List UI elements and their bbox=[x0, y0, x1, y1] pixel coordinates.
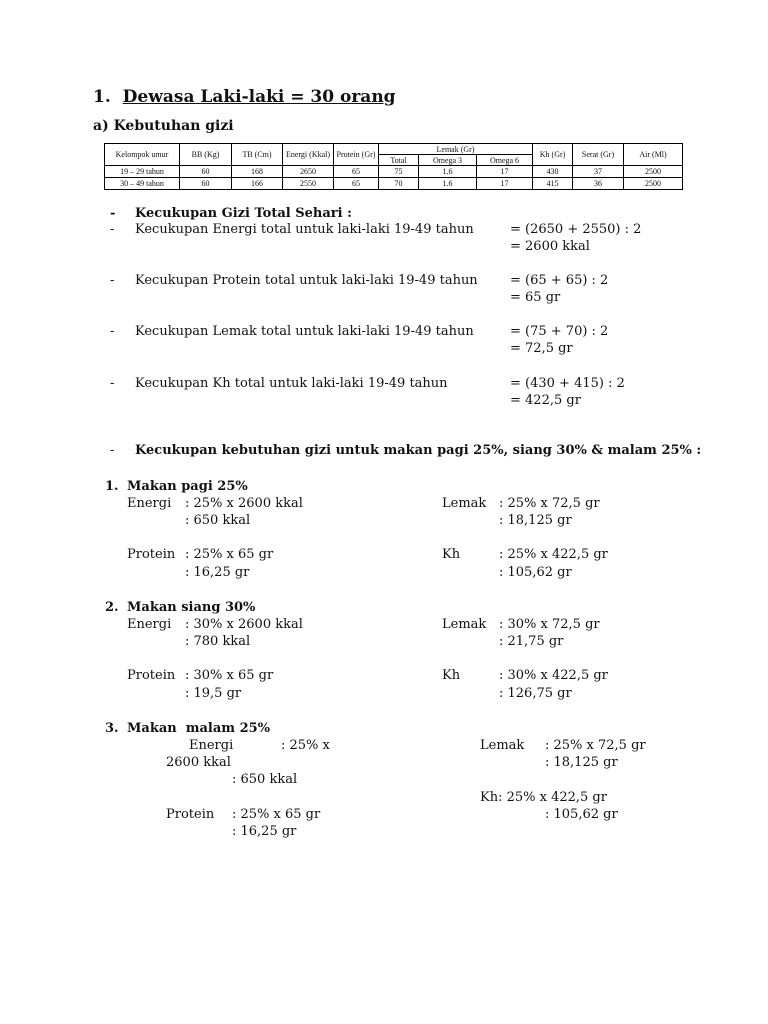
nutrient-label: Energi bbox=[189, 738, 234, 753]
table-cell: 2550 bbox=[283, 178, 334, 190]
table-cell: 17 bbox=[477, 166, 533, 178]
nutrient-result: : 21,75 gr bbox=[499, 634, 564, 649]
nutrient-result: : 18,125 gr bbox=[545, 755, 618, 770]
nutrient-label: Lemak bbox=[480, 738, 525, 753]
nutrient-result: : 19,5 gr bbox=[185, 686, 242, 701]
list-item-result: = 72,5 gr bbox=[510, 341, 573, 356]
col-header-protein: Protein (Gr) bbox=[334, 144, 379, 166]
table-cell: 70 bbox=[379, 178, 419, 190]
table-cell: 166 bbox=[232, 178, 283, 190]
table-cell: 60 bbox=[180, 178, 232, 190]
list-bullet: - bbox=[110, 222, 115, 237]
table-cell: 30 – 49 tahun bbox=[105, 178, 180, 190]
table-cell: 17 bbox=[477, 178, 533, 190]
col-header-energi: Energi (Kkal) bbox=[283, 144, 334, 166]
table-cell: 430 bbox=[533, 166, 573, 178]
nutrition-table bbox=[104, 143, 683, 190]
nutrient-label: Kh bbox=[442, 547, 461, 562]
table-cell: 60 bbox=[180, 166, 232, 178]
nutrient-calc: : 25% x 2600 kkal bbox=[185, 496, 303, 511]
heading-text: Dewasa Laki-laki = 30 orang bbox=[122, 87, 396, 107]
table-cell: 65 bbox=[334, 178, 379, 190]
col-header-tb: TB (Cm) bbox=[232, 144, 283, 166]
nutrient-calc-wrap: 2600 kkal bbox=[166, 755, 231, 770]
nutrient-calc: : 25% x 65 gr bbox=[232, 807, 321, 822]
list-item-result: = 422,5 gr bbox=[510, 393, 581, 408]
col-header-kh: Kh (Gr) bbox=[533, 144, 573, 166]
nutrient-calc: : 25% x 72,5 gr bbox=[499, 496, 600, 511]
table-cell: 37 bbox=[573, 166, 624, 178]
nutrient-result: : 16,25 gr bbox=[185, 565, 250, 580]
list-bullet: - bbox=[110, 273, 115, 288]
list-item-calc: = (75 + 70) : 2 bbox=[510, 324, 609, 339]
meal-number: 2. bbox=[105, 600, 119, 615]
col-header-bb: BB (Kg) bbox=[180, 144, 232, 166]
col-header-serat: Serat (Gr) bbox=[573, 144, 624, 166]
meal-number: 3. bbox=[105, 721, 119, 736]
list-item-label: Kecukupan Protein total untuk laki-laki 19-49 tahun bbox=[135, 273, 478, 288]
nutrient-result: : 105,62 gr bbox=[499, 565, 572, 580]
col-header-lemak: Lemak (Gr) bbox=[379, 144, 533, 155]
list2-heading: Kecukupan kebutuhan gizi untuk makan pagi 25%, siang 30% & malam 25% : bbox=[135, 443, 702, 458]
col-header-lemak-total: Total bbox=[379, 155, 419, 166]
nutrient-calc: : 25% x 65 gr bbox=[185, 547, 274, 562]
nutrient-label: Lemak bbox=[442, 617, 487, 632]
table-cell: 75 bbox=[379, 166, 419, 178]
subheading-kebutuhan-gizi: a) Kebutuhan gizi bbox=[93, 118, 234, 134]
nutrient-label: Protein bbox=[127, 547, 176, 562]
nutrient-result: : 16,25 gr bbox=[232, 824, 297, 839]
nutrient-calc: : 30% x 65 gr bbox=[185, 668, 274, 683]
table-cell: 415 bbox=[533, 178, 573, 190]
table-cell: 19 – 29 tahun bbox=[105, 166, 180, 178]
list-item-calc: = (65 + 65) : 2 bbox=[510, 273, 609, 288]
list1-heading: Kecukupan Gizi Total Sehari : bbox=[135, 206, 352, 221]
meal-title: Makan siang 30% bbox=[127, 600, 256, 615]
table-cell: 2500 bbox=[624, 178, 683, 190]
nutrient-calc: Kh: 25% x 422,5 gr bbox=[480, 790, 607, 805]
table-cell: 1.6 bbox=[419, 166, 477, 178]
table-cell: 65 bbox=[334, 166, 379, 178]
list-bullet: - bbox=[110, 324, 115, 339]
nutrient-result: : 650 kkal bbox=[185, 513, 251, 528]
list-bullet: - bbox=[110, 376, 115, 391]
nutrient-result: : 105,62 gr bbox=[545, 807, 618, 822]
meal-title: Makan pagi 25% bbox=[127, 479, 248, 494]
list-item-label: Kecukupan Energi total untuk laki-laki 19-49 tahun bbox=[135, 222, 474, 237]
list-bullet: - bbox=[110, 206, 116, 221]
heading-number: 1. bbox=[93, 87, 111, 107]
table-cell: 2500 bbox=[624, 166, 683, 178]
meal-title: Makan malam 25% bbox=[127, 721, 271, 736]
nutrient-label: Energi bbox=[127, 496, 172, 511]
table-header-row bbox=[105, 144, 683, 155]
nutrient-result: : 650 kkal bbox=[232, 772, 298, 787]
list-item-label: Kecukupan Kh total untuk laki-laki 19-49 tahun bbox=[135, 376, 448, 391]
nutrient-calc: : 25% x 72,5 gr bbox=[545, 738, 646, 753]
list-bullet: - bbox=[110, 443, 115, 458]
nutrient-label: Protein bbox=[166, 807, 215, 822]
list-item-calc: = (2650 + 2550) : 2 bbox=[510, 222, 642, 237]
nutrient-label: Protein bbox=[127, 668, 176, 683]
table-cell: 2650 bbox=[283, 166, 334, 178]
table-row bbox=[105, 178, 683, 190]
nutrient-calc: : 30% x 2600 kkal bbox=[185, 617, 303, 632]
nutrient-calc: : 30% x 72,5 gr bbox=[499, 617, 600, 632]
list-item-label: Kecukupan Lemak total untuk laki-laki 19-49 tahun bbox=[135, 324, 474, 339]
list-item-calc: = (430 + 415) : 2 bbox=[510, 376, 625, 391]
meal-number: 1. bbox=[105, 479, 119, 494]
table-cell: 36 bbox=[573, 178, 624, 190]
nutrient-result: : 18,125 gr bbox=[499, 513, 572, 528]
nutrient-result: : 780 kkal bbox=[185, 634, 251, 649]
nutrient-label: Kh bbox=[442, 668, 461, 683]
list-item-result: = 65 gr bbox=[510, 290, 561, 305]
nutrient-label: Energi bbox=[127, 617, 172, 632]
nutrient-calc: : 30% x 422,5 gr bbox=[499, 668, 608, 683]
nutrient-label: Lemak bbox=[442, 496, 487, 511]
list-item-result: = 2600 kkal bbox=[510, 239, 590, 254]
table-row bbox=[105, 166, 683, 178]
nutrient-calc: : 25% x 422,5 gr bbox=[499, 547, 608, 562]
col-header-omega-6: Omega 6 bbox=[477, 155, 533, 166]
col-header-kelompok: Kelompok umur bbox=[105, 144, 180, 166]
table-cell: 168 bbox=[232, 166, 283, 178]
nutrient-calc: : 25% x bbox=[281, 738, 330, 753]
table-cell: 1.6 bbox=[419, 178, 477, 190]
section-heading bbox=[93, 87, 396, 107]
col-header-air: Air (Ml) bbox=[624, 144, 683, 166]
col-header-omega-3: Omega 3 bbox=[419, 155, 477, 166]
nutrient-result: : 126,75 gr bbox=[499, 686, 572, 701]
